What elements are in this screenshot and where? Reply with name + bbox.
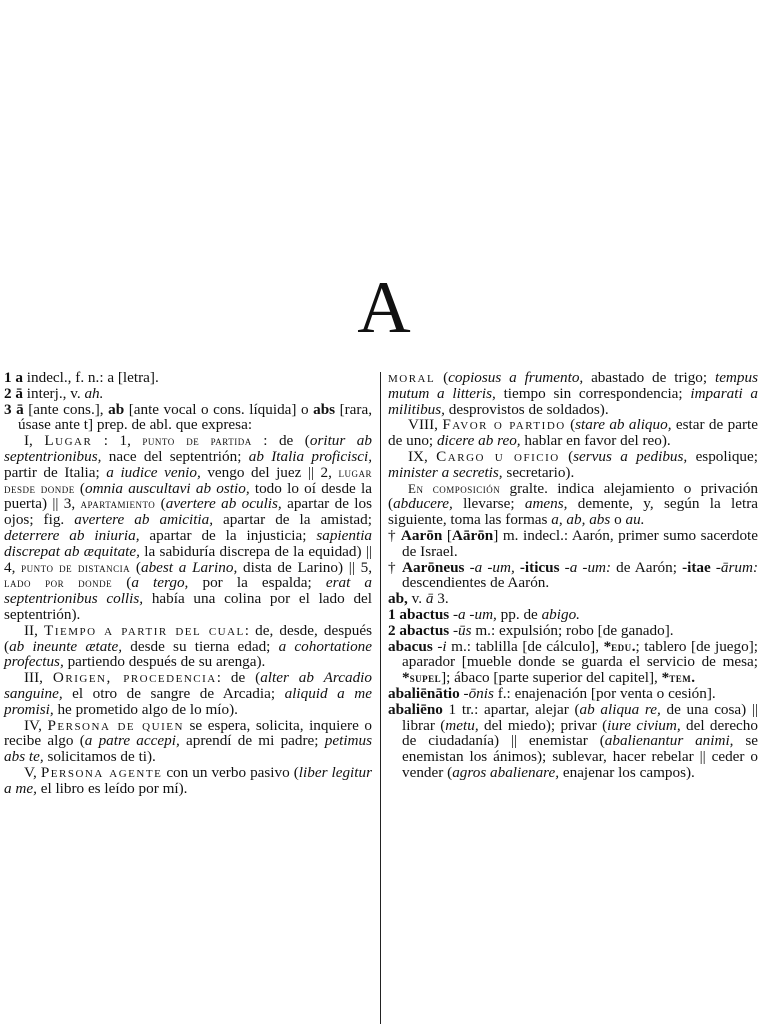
entry-a-sense-cargo: IX, Cargo u oficio (servus a pedibus, espolique; minister a secretis, secretario). <box>388 447 758 481</box>
entry-a-interj: 2 ā interj., v. ah. <box>4 384 104 402</box>
entry-a-sense-lugar: I, Lugar : 1, punto de partida : de (oritur ab septentrionibus, nace del septentrión; ab Italia proficisci, partir de Italia; a iudice venio, vengo del juez || 2, lugar desde donde (omnia auscultavi ab ostio, todo lo oí desde la puerta) || 3, apartamiento (avertere ab oculis, apartar de los ojos; fig. avertere ab amicitia, apartar de la amistad; deterrere ab iniuria, apartar de la injusticia; sapientia discrepat ab æquitate, la sabiduría discrepa de la equidad) || 4, punto de distancia (abest a Larino, dista de Larino) || 5, lado por donde (a tergo, por la espalda; erat a septentrionibus collis, había una colina por el lado del septentrión). <box>4 432 373 623</box>
entry-a-prep: 3 ā [ante cons.], ab [ante vocal o cons. líquida] o abs [rara, úsase ante t] prep. de abl. que expresa: <box>4 400 373 434</box>
entry-a-sense-persona: IV, Persona de quien se espera, solicita, inquiere o recibe algo (a patre accepi, aprendí de mi padre; petimus abs te, solicitamos de ti). <box>4 716 373 766</box>
entry-a-sense-favor: VIII, Favor o partido (stare ab aliquo, estar de parte de uno; dicere ab reo, hablar en favor del reo). <box>388 416 758 450</box>
entry-ab: ab, v. ā 3. <box>388 590 449 608</box>
column-divider <box>380 372 381 1024</box>
entry-a-sense-origen: III, Origen, procedencia: de (alter ab Arcadio sanguine, el otro de sangre de Arcadia; aliquid a me promisi, he prometido algo de lo mío). <box>4 669 372 718</box>
entry-abacus: abacus -i m.: tablilla [de cálculo], *edu.; tablero [de juego]; aparador [mueble donde se guarda el servicio de mesa; *supel]; ábaco [parte superior del capitel], *tem. <box>388 637 759 687</box>
entry-aaron: † Aarōn [Aārōn] m. indecl.: Aarón, primer sumo sacerdote de Israel. <box>388 526 759 560</box>
entry-abalienatio: abaliēnātio -ōnis f.: enajenación [por venta o cesión]. <box>388 684 716 702</box>
entry-a-sense-tiempo: II, Tiempo a partir del cual: de, desde, después (ab ineunte ætate, desde su tierna edad; a cohortatione profectus, partiendo después de su arenga). <box>4 621 373 671</box>
left-column <box>4 370 372 797</box>
section-letter-heading: A <box>357 267 411 349</box>
entry-abalieno: abaliēno 1 tr.: apartar, alejar (ab aliqua re, de una cosa) || librar (metu, del miedo); privar (iure civium, del derecho de ciudadanía) || enemistar (abalienantur animi, se enemistan los ánimos); sublevar, hacer rebelar || ceder o vender (agros abalienare, enajenar los campos). <box>388 700 759 781</box>
right-column <box>388 370 758 781</box>
entry-a-sense-agente: V, Persona agente con un verbo pasivo (liber legitur a me, el libro es leído por mí). <box>4 763 372 797</box>
entry-abactus-noun: 2 abactus -ūs m.: expulsión; robo [de ganado]. <box>388 621 674 639</box>
entry-a-letter: 1 a indecl., f. n.: a [letra]. <box>4 369 159 386</box>
entry-a-composicion: En composición gralte. indica alejamiento o privación (abducere, llevarse; amens, demente, y, según la letra siguiente, toma las formas a, ab, abs o au. <box>388 479 758 529</box>
entry-a-sense-moral: moral (copiosus a frumento, abastado de trigo; tempus mutum a litteris, tiempo sin correspondencia; imparati a militibus, desprovistos de soldados). <box>388 369 758 418</box>
entry-aaroneus: † Aarōneus -a -um, -iticus -a -um: de Aarón; -itae -ārum: descendientes de Aarón. <box>388 558 759 592</box>
entry-abactus-pp: 1 abactus -a -um, pp. de abigo. <box>388 605 580 623</box>
